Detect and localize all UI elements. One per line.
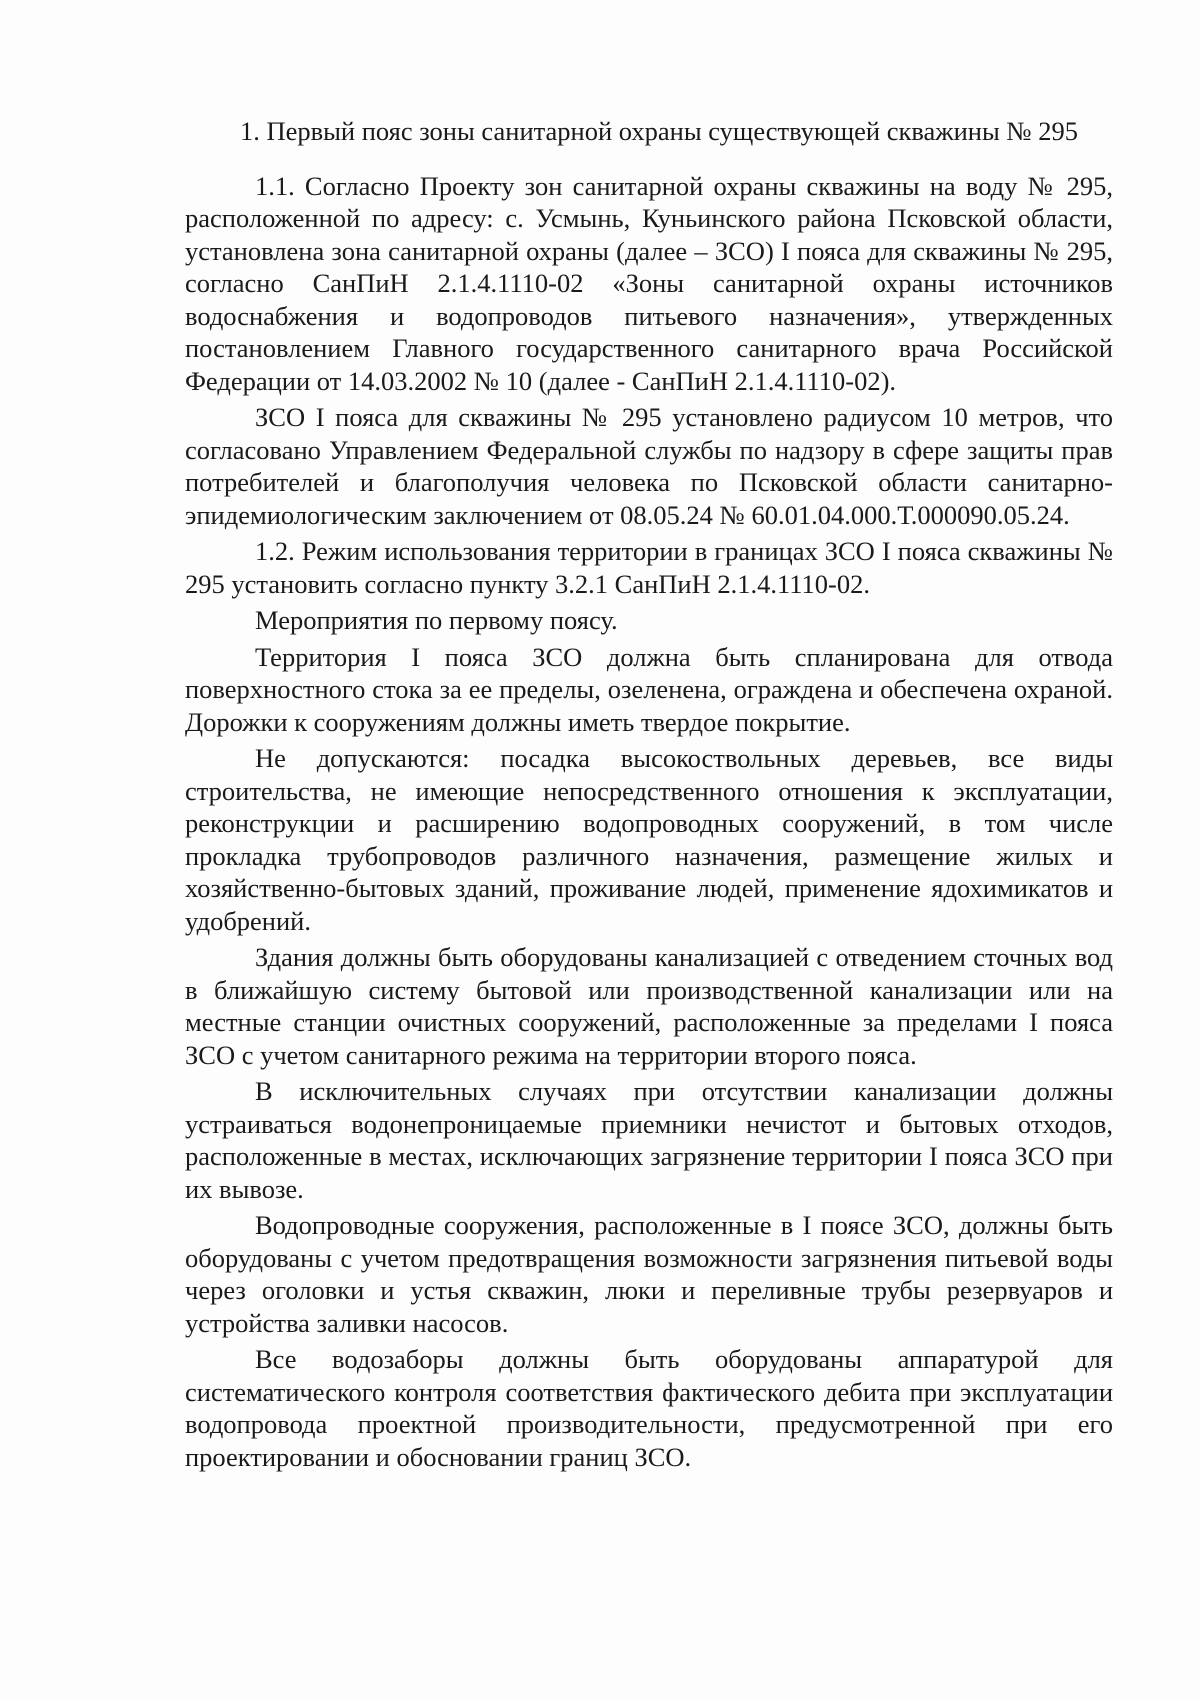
paragraph-water-intakes: Все водозаборы должны быть оборудованы аппаратурой для систематического контроля соответствия фактического дебита при эксплуатации водопровода проектной производительности, предусмотренной при его проектировании и обосновании границ ЗСО.: [185, 1344, 1113, 1472]
paragraph-territory: Территория I пояса ЗСО должна быть спланирована для отвода поверхностного стока за ее пределы, озеленена, ограждена и обеспечена охраной. Дорожки к сооружениям должны иметь твердое покрытие.: [185, 641, 1113, 737]
paragraph-1-2: 1.2. Режим использования территории в границах ЗСО I пояса скважины № 295 установить согласно пункту 3.2.1 СанПиН 2.1.4.1110-02.: [185, 536, 1113, 599]
section-heading: 1. Первый пояс зоны санитарной охраны существующей скважины № 295: [239, 116, 1079, 146]
paragraph-buildings: Здания должны быть оборудованы канализацией с отведением сточных вод в ближайшую систему бытовой или производственной канализации или на местные станции очистных сооружений, расположенные за пределами I пояса ЗСО с учетом санитарного режима на территории второго пояса.: [185, 942, 1113, 1070]
paragraph-1-1: 1.1. Согласно Проекту зон санитарной охраны скважины на воду № 295, расположенной по адресу: с. Усмынь, Куньинского района Псковской области, установлена зона санитарной охраны (далее – ЗСО) I пояса для скважины № 295, согласно СанПиН 2.1.4.1110-02 «Зоны санитарной охраны источников водоснабжения и водопроводов питьевого назначения», утвержденных постановлением Главного государственного санитарного врача Российской Федерации от 14.03.2002 № 10 (далее - СанПиН 2.1.4.1110-02).: [185, 170, 1113, 396]
paragraph-zso-radius: ЗСО I пояса для скважины № 295 установлено радиусом 10 метров, что согласовано Управлением Федеральной службы по надзору в сфере защиты прав потребителей и благополучия человека по Псковской области санитарно-эпидемиологическим заключением от 08.05.24 № 60.01.04.000.Т.000090.05.24.: [185, 402, 1113, 530]
paragraph-measures-title: Мероприятия по первому поясу.: [255, 605, 618, 635]
paragraph-exceptional-cases: В исключительных случаях при отсутствии канализации должны устраиваться водонепроницаемые приемники нечистот и бытовых отходов, расположенные в местах, исключающих загрязнение территории I пояса ЗСО при их вывозе.: [185, 1076, 1113, 1204]
document-body: [185, 115, 1113, 1473]
paragraph-not-allowed: Не допускаются: посадка высокоствольных деревьев, все виды строительства, не имеющие непосредственного отношения к эксплуатации, реконструкции и расширению водопроводных сооружений, в том числе прокладка трубопроводов различного назначения, размещение жилых и хозяйственно-бытовых зданий, проживание людей, применение ядохимикатов и удобрений.: [185, 743, 1113, 936]
paragraph-water-structures: Водопроводные сооружения, расположенные в I поясе ЗСО, должны быть оборудованы с учетом предотвращения возможности загрязнения питьевой воды через оголовки и устья скважин, люки и переливные трубы резервуаров и устройства заливки насосов.: [185, 1210, 1113, 1338]
